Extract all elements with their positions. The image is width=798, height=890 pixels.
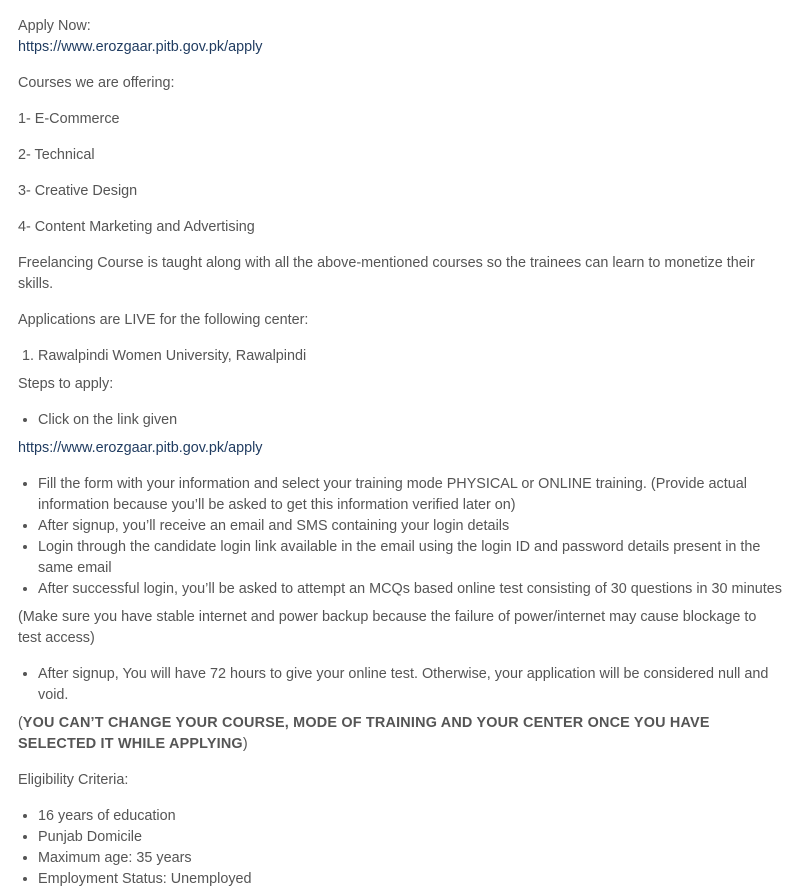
steps-list-first — [18, 410, 782, 431]
freelancing-note: Freelancing Course is taught along with all the above-mentioned courses so the trainees can learn to monetize their skills. — [18, 255, 755, 292]
step-item: • After signup, you’ll receive an email and SMS containing your login details — [38, 516, 782, 537]
course-item: 2- Technical — [18, 147, 95, 163]
eligibility-item: • Punjab Domicile — [38, 827, 782, 848]
course-item: 1- E-Commerce — [18, 111, 120, 127]
apply-now-label: Apply Now: — [18, 18, 91, 34]
step-item: • Login through the candidate login link available in the email using the login ID and password details present in the same email — [38, 537, 782, 579]
step-item: • After successful login, you’ll be asked to attempt an MCQs based online test consisting of 30 questions in 30 minutes — [38, 579, 782, 600]
deadline-list — [18, 664, 782, 706]
course-item: 3- Creative Design — [18, 183, 138, 199]
step-item: • Click on the link given — [38, 410, 782, 431]
eligibility-list — [18, 806, 782, 890]
eligibility-item: • Employment Status: Unemployed — [38, 869, 782, 890]
center-item: 1. Rawalpindi Women University, Rawalpindi — [38, 346, 782, 367]
steps-heading: Steps to apply: — [18, 376, 114, 392]
courses-heading: Courses we are offering: — [18, 75, 175, 91]
eligibility-item: • 16 years of education — [38, 806, 782, 827]
eligibility-heading: Eligibility Criteria: — [18, 772, 129, 788]
centers-heading: Applications are LIVE for the following center: — [18, 312, 309, 328]
warning-text: YOU CAN’T CHANGE YOUR COURSE, MODE OF TRAINING AND YOUR CENTER ONCE YOU HAVE SELECTED IT WHILE APPLYING — [18, 715, 710, 752]
step-item: • Fill the form with your information and select your training mode PHYSICAL or ONLINE training. (Provide actual information because you’ll be asked to get this information verified later on) — [38, 474, 782, 516]
apply-link[interactable]: https://www.erozgaar.pitb.gov.pk/apply — [18, 39, 263, 55]
internet-note: (Make sure you have stable internet and power backup because the failure of power/internet may cause blockage to test access) — [18, 609, 757, 646]
apply-link-second[interactable]: https://www.erozgaar.pitb.gov.pk/apply — [18, 440, 263, 456]
warning-note: (YOU CAN’T CHANGE YOUR COURSE, MODE OF TRAINING AND YOUR CENTER ONCE YOU HAVE SELECTED IT WHILE APPLYING) — [18, 715, 710, 752]
course-item: 4- Content Marketing and Advertising — [18, 219, 255, 235]
step-item: • After signup, You will have 72 hours to give your online test. Otherwise, your application will be considered null and void. — [38, 664, 782, 706]
eligibility-item: • Maximum age: 35 years — [38, 848, 782, 869]
steps-list — [18, 474, 782, 600]
centers-list — [18, 346, 782, 367]
